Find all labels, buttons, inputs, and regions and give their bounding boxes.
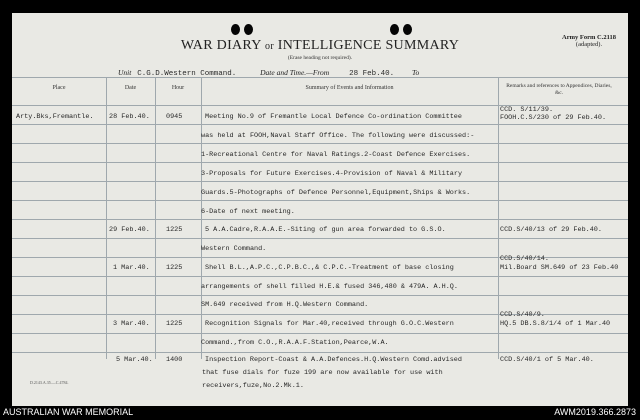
remarks-line: CCD.S/40/14. [500,255,549,263]
punch-hole [244,24,253,35]
entry-place: Arty.Bks,Fremantle. [16,113,94,121]
row-rule [12,124,628,125]
form-adapted: (adapted). [575,41,603,48]
summary-line: 5 A.A.Cadre,R.A.A.E.-Siting of gun area forwarded to G.S.O. [205,226,446,234]
summary-line: arrangements of shell filled H.E.& fused 346,480 & 479A. A.H.Q. [201,283,458,291]
summary-line: SM.649 received from H.Q.Western Command. [201,301,369,309]
summary-line: was held at FOOH,Naval Staff Office. The following were discussed:- [201,132,475,140]
to-label: To [412,68,420,77]
remarks-line: CCD. S/11/39. [500,106,554,114]
archive-caption-left: AUSTRALIAN WAR MEMORIAL [3,407,134,417]
army-form-label [562,34,616,48]
summary-line: Western Command. [201,245,267,253]
summary-line: 1-Recreational Centre for Naval Ratings.2-Coast Defence Exercises. [201,151,471,159]
erase-heading-note: (Erase heading not required). [287,55,353,61]
remarks-line: CCD.S/40/1 of 5 Mar.40. [500,356,594,364]
row-rule [12,352,628,353]
summary-line: receivers,fuze,No.2.Mk.1. [202,382,304,390]
summary-line: Meeting No.9 of Fremantle Local Defence Co-ordination Committee [205,113,462,121]
row-rule [12,276,628,277]
column-rule [498,77,499,359]
summary-line: Recognition Signals for Mar.40,received through G.O.C.Western [205,320,454,328]
remarks-line: Mil.Board SM.649 of 23 Feb.40 [500,264,619,272]
place-column-header: Place [52,85,66,91]
summary-line: Guards.5-Photographs of Defence Personnel,Equipment,Ships & Works. [201,189,471,197]
punch-hole [403,24,412,35]
row-rule [12,333,628,334]
row-rule [12,295,628,296]
column-rule [106,77,107,359]
page-title [12,38,628,54]
from-date-value: 28 Feb.40. [349,70,395,78]
remarks-line: HQ.5 DB.S.8/1/4 of 1 Mar.40 [500,320,611,328]
entry-date: 1 Mar.40. [113,264,150,272]
row-rule [12,181,628,182]
row-rule [12,219,628,220]
summary-line: Command.,from C.O.,R.A.A.F.Station,Pearce,W.A. [201,339,389,347]
remarks-line: FOOH.C.S/230 of 29 Feb.40. [500,114,607,122]
entry-date: 28 Feb.40. [109,113,150,121]
punch-hole [231,24,240,35]
entry-hour: 0945 [166,113,183,121]
row-rule [12,143,628,144]
summary-line: Inspection Report-Coast & A.A.Defences.H.Q.Western Comd.advised [205,356,462,364]
entry-date: 3 Mar.40. [113,320,150,328]
table-top-rule [12,77,628,78]
print-note: D.2143.A.35.—C.4784. [30,380,69,385]
entry-date: 29 Feb.40. [109,226,150,234]
title-intelligence-summary: INTELLIGENCE SUMMARY [277,38,460,53]
archive-caption-right: AWM2019.366.2873 [554,407,636,417]
war-diary-page [12,13,628,406]
entry-hour: 1225 [166,320,183,328]
entry-hour: 1225 [166,226,183,234]
entry-hour: 1225 [166,264,183,272]
remarks-column-header: Remarks and references to Appendices, Diaries, &c. [506,83,612,96]
date-column-header: Date [124,85,137,91]
title-war-diary: WAR DIARY [180,38,262,53]
entry-hour: 1400 [166,356,183,364]
unit-value: C.G.D.Western Command. [137,70,237,78]
hour-column-header: Hour [171,85,185,91]
column-rule [155,77,156,359]
column-rule [201,77,202,359]
row-rule [12,200,628,201]
remarks-line: CCD.S/40/13 of 29 Feb.40. [500,226,602,234]
entry-date: 5 Mar.40. [116,356,153,364]
summary-line: 3-Proposals for Future Exercises.4-Provision of Naval & Military [201,170,463,178]
unit-label: Unit [118,68,132,77]
row-rule [12,238,628,239]
form-number: Army Form C.2118 [562,34,616,41]
summary-line: that fuse dials for fuze 199 are now available for use with [202,369,443,377]
row-rule [12,162,628,163]
summary-line: 6-Date of next meeting. [201,208,295,216]
date-time-label: Date and Time.—From [260,68,330,77]
remarks-line: CCD.S/40/9. [500,311,545,319]
punch-hole [390,24,399,35]
title-or: or [265,41,274,52]
summary-line: Shell B.L.,A.P.C.,C.P.B.C.,& C.P.C.-Treatment of base closing [205,264,454,272]
summary-column-header: Summary of Events and Information [305,85,394,91]
